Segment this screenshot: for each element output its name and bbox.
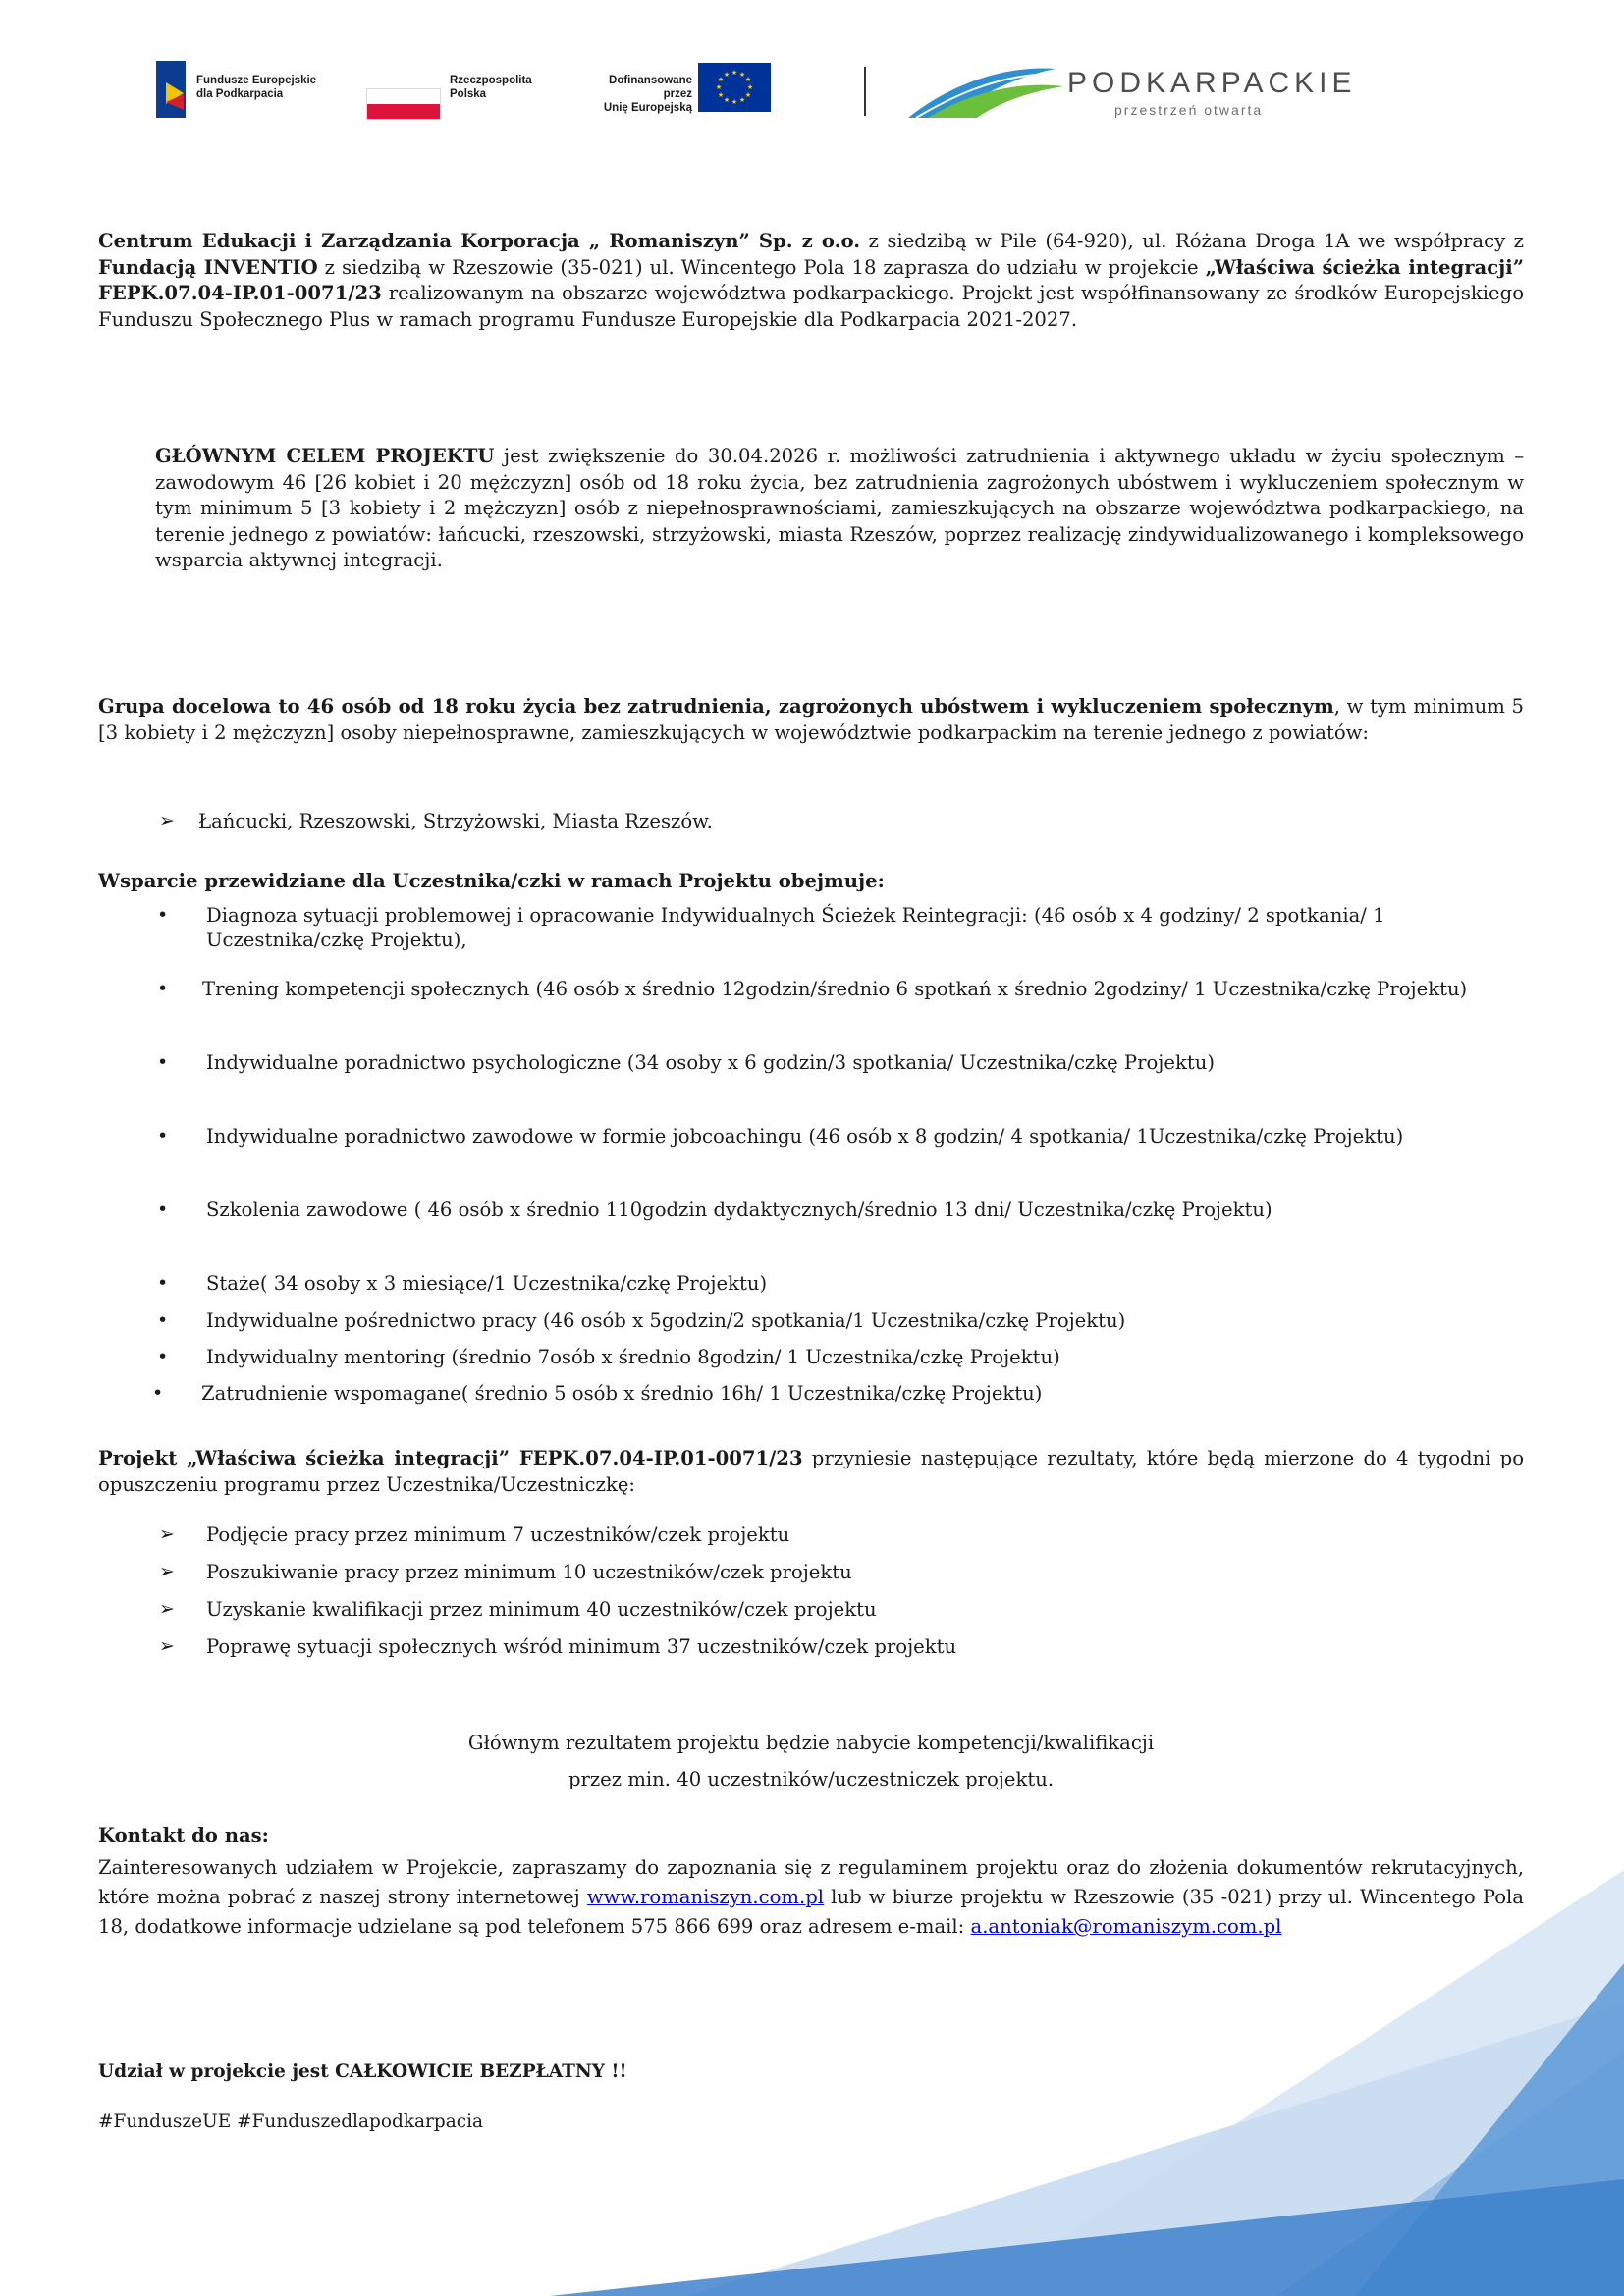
target-paragraph xyxy=(98,694,1524,746)
result-item-text: Uzyskanie kwalifikacji przez minimum 40 uczestników/czek projektu xyxy=(206,1598,877,1621)
districts-text: Łańcucki, Rzeszowski, Strzyżowski, Miasta Rzeszów. xyxy=(198,810,713,832)
partner-name: Fundacją INVENTIO xyxy=(98,255,318,279)
website-link[interactable]: www.romaniszyn.com.pl xyxy=(586,1886,825,1908)
svg-text:★: ★ xyxy=(715,83,723,91)
support-item-text: Diagnoza sytuacji problemowej i opracowanie Indywidualnych Ścieżek Reintegracji: (46 osób x 4 godziny/ 2 spotkania/ 1 Uczestnika/czkę Projektu), xyxy=(206,904,1385,951)
result-item-text: Podjęcie pracy przez minimum 7 uczestników/czek projektu xyxy=(206,1523,790,1546)
logo-separator xyxy=(864,67,866,116)
intro-text-1: z siedzibą w Pile (64-920), ul. Różana Droga 1A we współpracy z xyxy=(860,230,1524,252)
svg-text:★: ★ xyxy=(717,91,725,99)
bullet-icon: • xyxy=(157,1309,169,1331)
fe-flag-icon xyxy=(156,61,186,118)
intro-paragraph xyxy=(98,229,1524,333)
svg-text:★: ★ xyxy=(731,98,738,106)
results-text: przyniesie następujące rezultaty, które będą mierzone do 4 tygodni po opuszczeniu programu przez Uczestnika/Uczestniczkę: xyxy=(98,1447,1524,1496)
goal-text: jest zwiększenie do 30.04.2026 r. możliwości zatrudnienia i aktywnego układu w życiu społecznym – zawodowym 46 [26 kobiet i 20 mężczyzn] osób od 18 roku życia, bez zatrudnienia zagrożonych ubóstwem i wykluczeniem społecznym w tym minimum 5 [3 kobiety i 2 mężczyzn] osób z niepełnosprawnościami, zamieszkujących na obszarze województwa podkarpackiego, na terenie jednego z powiatów: łańcucki, rzeszowski, strzyżowski, miasta Rzeszów, poprzez realizację zindywidualizowanego i kompleksowego wsparcia aktywnej integracji. xyxy=(155,445,1524,571)
eu-flag-icon xyxy=(698,63,771,112)
target-bold: Grupa docelowa to 46 osób od 18 roku życia bez zatrudnienia, zagrożonych ubóstwem i wykluczeniem społecznym xyxy=(98,695,1334,718)
support-item-text: Indywidualny mentoring (średnio 7osób x średnio 8godzin/ 1 Uczestnika/czkę Projektu) xyxy=(206,1346,1060,1368)
fe-logo-text: Fundusze Europejskie dla Podkarpacia xyxy=(196,75,317,100)
poland-flag-icon xyxy=(366,88,441,120)
logo-bar xyxy=(152,57,1357,126)
results-paragraph xyxy=(98,1446,1524,1498)
support-item-text: Trening kompetencji społecznych (46 osób x średnio 12godzin/średnio 6 spotkań x średnio 2godziny/ 1 Uczestnika/czkę Projektu) xyxy=(202,978,1468,1000)
support-item-text: Indywidualne poradnictwo zawodowe w formie jobcoachingu (46 osób x 8 godzin/ 4 spotkania/ 1Uczestnika/czkę Projektu) xyxy=(206,1125,1404,1148)
svg-text:★: ★ xyxy=(746,83,754,91)
result-item-text: Poprawę sytuacji społecznych wśród minimum 37 uczestników/czek projektu xyxy=(206,1635,957,1658)
svg-text:★: ★ xyxy=(744,91,752,99)
bullet-icon: • xyxy=(157,1125,169,1147)
arrow-bullet-icon: ➢ xyxy=(159,1598,175,1620)
free-participation-note: Udział w projekcie jest CAŁKOWICIE BEZPŁATNY !! xyxy=(98,2061,627,2082)
intro-text-2: z siedzibą w Rzeszowie (35-021) ul. Wincentego Pola 18 zaprasza do udziału w projekcie xyxy=(317,255,1206,279)
arrow-bullet-icon: ➢ xyxy=(159,810,175,831)
org-name: Centrum Edukacji i Zarządzania Korporacja „ Romaniszyn” Sp. z o.o. xyxy=(98,230,861,252)
svg-text:★: ★ xyxy=(723,71,731,79)
main-result-line-1: Głównym rezultatem projektu będzie nabycie kompetencji/kwalifikacji xyxy=(467,1732,1155,1754)
podkarpackie-swoosh-icon xyxy=(908,57,1065,126)
arrow-bullet-icon: ➢ xyxy=(159,1635,175,1657)
podkarpackie-logo xyxy=(908,57,1357,126)
arrow-bullet-icon: ➢ xyxy=(159,1523,175,1545)
eu-logo-text: Dofinansowane przez Unię Europejską xyxy=(603,75,692,114)
support-item-text: Indywidualne pośrednictwo pracy (46 osób x 5godzin/2 spotkania/1 Uczestnika/czkę Projektu) xyxy=(206,1309,1126,1332)
rp-logo xyxy=(366,57,532,126)
project-name: „Właściwa ścieżka integracji” FEPK.07.04-IP.01-0071/23 xyxy=(98,255,1524,304)
svg-text:★: ★ xyxy=(717,76,725,83)
eu-logo xyxy=(594,57,800,126)
support-item-text: Staże( 34 osoby x 3 miesiące/1 Uczestnika/czkę Projektu) xyxy=(206,1272,768,1295)
contact-heading: Kontakt do nas: xyxy=(98,1824,269,1846)
fe-logo xyxy=(152,57,353,126)
bullet-icon: • xyxy=(157,1199,169,1220)
main-result-line-2: przez min. 40 uczestników/uczestniczek projektu. xyxy=(568,1768,1055,1790)
podkarpackie-title: PODKARPACKIE xyxy=(1067,67,1357,99)
contact-paragraph xyxy=(98,1853,1524,1942)
svg-text:★: ★ xyxy=(731,69,738,77)
results-bold: Projekt „Właściwa ścieżka integracji” FEPK.07.04-IP.01-0071/23 xyxy=(98,1447,803,1469)
target-text: , w tym minimum 5 [3 kobiety i 2 mężczyzn] osoby niepełnosprawne, zamieszkujących w województwie podkarpackim na terenie jednego z powiatów: xyxy=(98,695,1524,744)
svg-text:★: ★ xyxy=(723,96,731,104)
result-item-text: Poszukiwanie pracy przez minimum 10 uczestników/czek projektu xyxy=(206,1561,852,1583)
podkarpackie-subtitle: przestrzeń otwarta xyxy=(1114,102,1264,118)
bullet-icon: • xyxy=(157,1272,169,1294)
bullet-icon: • xyxy=(152,1382,164,1404)
support-item-text: Indywidualne poradnictwo psychologiczne (34 osoby x 6 godzin/3 spotkania/ Uczestnika/czkę Projektu) xyxy=(206,1051,1215,1074)
svg-text:★: ★ xyxy=(738,96,746,104)
contact-text-1: Zainteresowanych udziałem w Projekcie, zapraszamy do zapoznania się z regulaminem projektu oraz do złożenia dokumentów rekrutacyjnych, które można pobrać z naszej strony internetowej xyxy=(98,1856,1524,1908)
bullet-icon: • xyxy=(157,904,169,926)
intro-text-3: realizowanym na obszarze województwa podkarpackiego. Projekt jest współfinansowany ze środków Europejskiego Funduszu Społecznego Plus w ramach programu Fundusze Europejskie dla Podkarpacia 2021-2027. xyxy=(98,282,1524,331)
support-heading: Wsparcie przewidziane dla Uczestnika/czki w ramach Projektu obejmuje: xyxy=(98,870,885,892)
support-item-text: Zatrudnienie wspomagane( średnio 5 osób x średnio 16h/ 1 Uczestnika/czkę Projektu) xyxy=(201,1382,1043,1405)
bullet-icon: • xyxy=(157,1051,169,1073)
svg-text:★: ★ xyxy=(744,76,752,83)
arrow-bullet-icon: ➢ xyxy=(159,1561,175,1582)
email-link[interactable]: a.antoniak@romaniszym.com.pl xyxy=(970,1915,1282,1938)
contact-text-2: lub w biurze projektu w Rzeszowie (35 -021) przy ul. Wincentego Pola 18, dodatkowe informacje udzielane są pod telefonem 575 866 699 oraz adresem e-mail: xyxy=(98,1886,1524,1938)
rp-logo-text: Rzeczpospolita Polska xyxy=(450,75,532,100)
goal-paragraph xyxy=(155,444,1524,574)
support-item-text: Szkolenia zawodowe ( 46 osób x średnio 110godzin dydaktycznych/średnio 13 dni/ Uczestnika/czkę Projektu) xyxy=(206,1199,1272,1221)
svg-text:★: ★ xyxy=(738,71,746,79)
goal-heading: GŁÓWNYM CELEM PROJEKTU xyxy=(155,445,495,467)
bullet-icon: • xyxy=(157,1346,169,1367)
bullet-icon: • xyxy=(157,978,169,999)
hashtags: #FunduszeUE #Funduszedlapodkarpacia xyxy=(98,2111,484,2132)
